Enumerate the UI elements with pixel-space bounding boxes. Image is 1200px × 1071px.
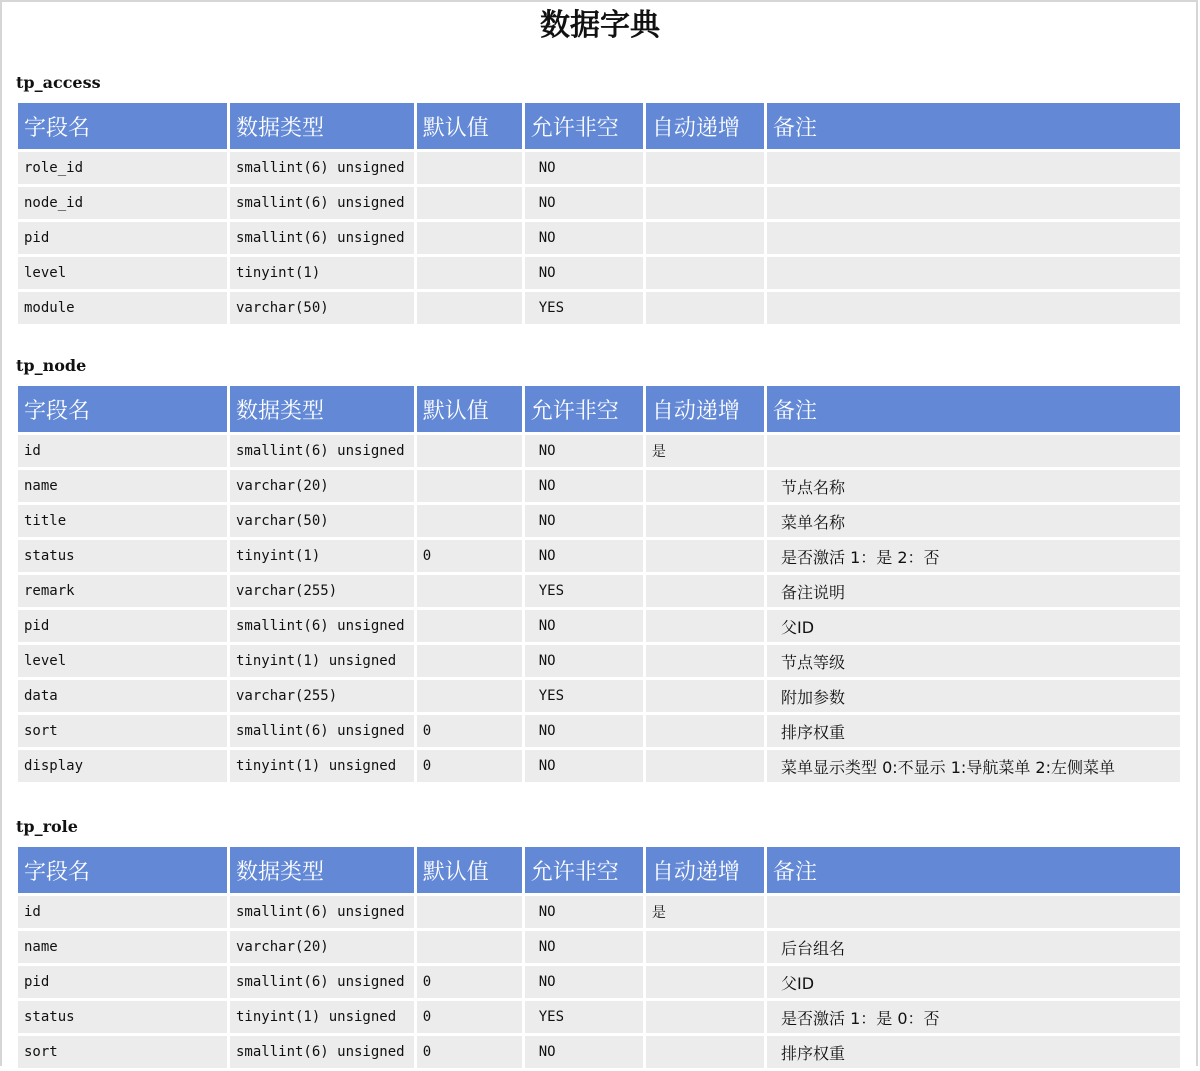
default-value-cell (417, 931, 522, 963)
comment-cell: 节点名称 (767, 470, 1180, 502)
comment-cell: 附加参数 (767, 680, 1180, 712)
auto-increment-cell (646, 715, 764, 747)
auto-increment-cell (646, 470, 764, 502)
field-name-cell: level (18, 257, 227, 289)
nullable-cell: NO (525, 187, 643, 219)
table-row (18, 470, 1180, 502)
nullable-cell: NO (525, 750, 643, 782)
field-name-cell: pid (18, 222, 227, 254)
data-type-cell: smallint(6) unsigned (230, 152, 414, 184)
default-value-cell (417, 575, 522, 607)
field-name-cell: status (18, 540, 227, 572)
nullable-cell: NO (525, 470, 643, 502)
field-name-cell: title (18, 505, 227, 537)
header-comment: 备注 (767, 847, 1180, 893)
header-comment: 备注 (767, 103, 1180, 149)
table-section-tp-node (16, 356, 1182, 785)
nullable-cell: NO (525, 222, 643, 254)
table-name: tp_node (16, 356, 87, 375)
data-type-cell: tinyint(1) unsigned (230, 1001, 414, 1033)
header-row (18, 847, 1180, 893)
table-section-tp-role (16, 817, 1182, 1071)
nullable-cell: NO (525, 966, 643, 998)
table-row (18, 257, 1180, 289)
nullable-cell: NO (525, 152, 643, 184)
field-name-cell: display (18, 750, 227, 782)
comment-cell: 备注说明 (767, 575, 1180, 607)
field-name-cell: id (18, 435, 227, 467)
comment-cell: 是否激活 1：是 2：否 (767, 540, 1180, 572)
data-type-cell: varchar(255) (230, 680, 414, 712)
header-row (18, 386, 1180, 432)
dictionary-table (15, 844, 1183, 1071)
table-row (18, 680, 1180, 712)
header-auto-increment: 自动递增 (646, 847, 764, 893)
default-value-cell: 0 (417, 1001, 522, 1033)
table-row (18, 1001, 1180, 1033)
default-value-cell (417, 435, 522, 467)
nullable-cell: YES (525, 292, 643, 324)
auto-increment-cell: 是 (646, 896, 764, 928)
table-row (18, 505, 1180, 537)
data-type-cell: smallint(6) unsigned (230, 435, 414, 467)
default-value-cell (417, 505, 522, 537)
default-value-cell (417, 680, 522, 712)
table-row (18, 152, 1180, 184)
default-value-cell (417, 292, 522, 324)
table-row (18, 435, 1180, 467)
comment-cell: 后台组名 (767, 931, 1180, 963)
table-name: tp_role (16, 817, 78, 836)
header-data-type: 数据类型 (230, 386, 414, 432)
data-type-cell: tinyint(1) unsigned (230, 645, 414, 677)
data-type-cell: varchar(20) (230, 470, 414, 502)
comment-cell: 父ID (767, 610, 1180, 642)
default-value-cell (417, 610, 522, 642)
data-type-cell: tinyint(1) (230, 257, 414, 289)
auto-increment-cell (646, 931, 764, 963)
comment-cell: 排序权重 (767, 1036, 1180, 1068)
comment-cell: 菜单名称 (767, 505, 1180, 537)
nullable-cell: YES (525, 1001, 643, 1033)
data-type-cell: varchar(255) (230, 575, 414, 607)
default-value-cell (417, 187, 522, 219)
table-row (18, 750, 1180, 782)
default-value-cell: 0 (417, 966, 522, 998)
comment-cell (767, 292, 1180, 324)
nullable-cell: NO (525, 435, 643, 467)
auto-increment-cell (646, 966, 764, 998)
field-name-cell: sort (18, 715, 227, 747)
field-name-cell: sort (18, 1036, 227, 1068)
table-row (18, 292, 1180, 324)
auto-increment-cell (646, 610, 764, 642)
auto-increment-cell (646, 222, 764, 254)
default-value-cell (417, 470, 522, 502)
field-name-cell: name (18, 931, 227, 963)
header-nullable: 允许非空 (525, 847, 643, 893)
field-name-cell: pid (18, 966, 227, 998)
field-name-cell: module (18, 292, 227, 324)
auto-increment-cell (646, 575, 764, 607)
auto-increment-cell (646, 750, 764, 782)
data-type-cell: varchar(50) (230, 292, 414, 324)
nullable-cell: YES (525, 575, 643, 607)
comment-cell: 节点等级 (767, 645, 1180, 677)
field-name-cell: role_id (18, 152, 227, 184)
default-value-cell (417, 222, 522, 254)
nullable-cell: NO (525, 645, 643, 677)
comment-cell: 父ID (767, 966, 1180, 998)
data-type-cell: varchar(20) (230, 931, 414, 963)
table-row (18, 896, 1180, 928)
auto-increment-cell (646, 505, 764, 537)
default-value-cell: 0 (417, 715, 522, 747)
comment-cell: 排序权重 (767, 715, 1180, 747)
comment-cell (767, 187, 1180, 219)
nullable-cell: YES (525, 680, 643, 712)
table-row (18, 610, 1180, 642)
default-value-cell (417, 645, 522, 677)
data-type-cell: tinyint(1) (230, 540, 414, 572)
header-default: 默认值 (417, 386, 522, 432)
nullable-cell: NO (525, 257, 643, 289)
data-type-cell: smallint(6) unsigned (230, 715, 414, 747)
data-type-cell: smallint(6) unsigned (230, 610, 414, 642)
auto-increment-cell (646, 1036, 764, 1068)
field-name-cell: pid (18, 610, 227, 642)
table-row (18, 715, 1180, 747)
nullable-cell: NO (525, 505, 643, 537)
auto-increment-cell (646, 540, 764, 572)
field-name-cell: level (18, 645, 227, 677)
header-data-type: 数据类型 (230, 847, 414, 893)
comment-cell: 是否激活 1：是 0：否 (767, 1001, 1180, 1033)
header-nullable: 允许非空 (525, 103, 643, 149)
table-name: tp_access (16, 73, 101, 92)
header-field-name: 字段名 (18, 386, 227, 432)
auto-increment-cell: 是 (646, 435, 764, 467)
table-row (18, 645, 1180, 677)
field-name-cell: status (18, 1001, 227, 1033)
data-type-cell: smallint(6) unsigned (230, 896, 414, 928)
nullable-cell: NO (525, 715, 643, 747)
field-name-cell: node_id (18, 187, 227, 219)
nullable-cell: NO (525, 896, 643, 928)
dictionary-table (15, 383, 1183, 785)
comment-cell (767, 896, 1180, 928)
auto-increment-cell (646, 292, 764, 324)
nullable-cell: NO (525, 610, 643, 642)
default-value-cell (417, 257, 522, 289)
table-row (18, 540, 1180, 572)
comment-cell (767, 435, 1180, 467)
default-value-cell: 0 (417, 750, 522, 782)
header-field-name: 字段名 (18, 103, 227, 149)
nullable-cell: NO (525, 1036, 643, 1068)
header-auto-increment: 自动递增 (646, 103, 764, 149)
auto-increment-cell (646, 1001, 764, 1033)
table-row (18, 222, 1180, 254)
field-name-cell: remark (18, 575, 227, 607)
nullable-cell: NO (525, 931, 643, 963)
default-value-cell: 0 (417, 540, 522, 572)
data-type-cell: smallint(6) unsigned (230, 187, 414, 219)
header-nullable: 允许非空 (525, 386, 643, 432)
table-section-tp-access (16, 73, 1182, 327)
default-value-cell (417, 896, 522, 928)
default-value-cell: 0 (417, 1036, 522, 1068)
table-row (18, 931, 1180, 963)
comment-cell (767, 257, 1180, 289)
header-default: 默认值 (417, 847, 522, 893)
field-name-cell: data (18, 680, 227, 712)
auto-increment-cell (646, 645, 764, 677)
auto-increment-cell (646, 152, 764, 184)
header-field-name: 字段名 (18, 847, 227, 893)
auto-increment-cell (646, 257, 764, 289)
header-row (18, 103, 1180, 149)
data-type-cell: varchar(50) (230, 505, 414, 537)
data-type-cell: tinyint(1) unsigned (230, 750, 414, 782)
header-auto-increment: 自动递增 (646, 386, 764, 432)
comment-cell: 菜单显示类型 0:不显示 1:导航菜单 2:左侧菜单 (767, 750, 1180, 782)
header-comment: 备注 (767, 386, 1180, 432)
header-data-type: 数据类型 (230, 103, 414, 149)
auto-increment-cell (646, 680, 764, 712)
page-title: 数据字典 (540, 8, 660, 43)
comment-cell (767, 222, 1180, 254)
field-name-cell: id (18, 896, 227, 928)
auto-increment-cell (646, 187, 764, 219)
data-type-cell: smallint(6) unsigned (230, 1036, 414, 1068)
comment-cell (767, 152, 1180, 184)
nullable-cell: NO (525, 540, 643, 572)
table-row (18, 1036, 1180, 1068)
header-default: 默认值 (417, 103, 522, 149)
table-row (18, 575, 1180, 607)
dictionary-table (15, 100, 1183, 327)
data-type-cell: smallint(6) unsigned (230, 222, 414, 254)
data-type-cell: smallint(6) unsigned (230, 966, 414, 998)
table-row (18, 187, 1180, 219)
field-name-cell: name (18, 470, 227, 502)
default-value-cell (417, 152, 522, 184)
table-row (18, 966, 1180, 998)
